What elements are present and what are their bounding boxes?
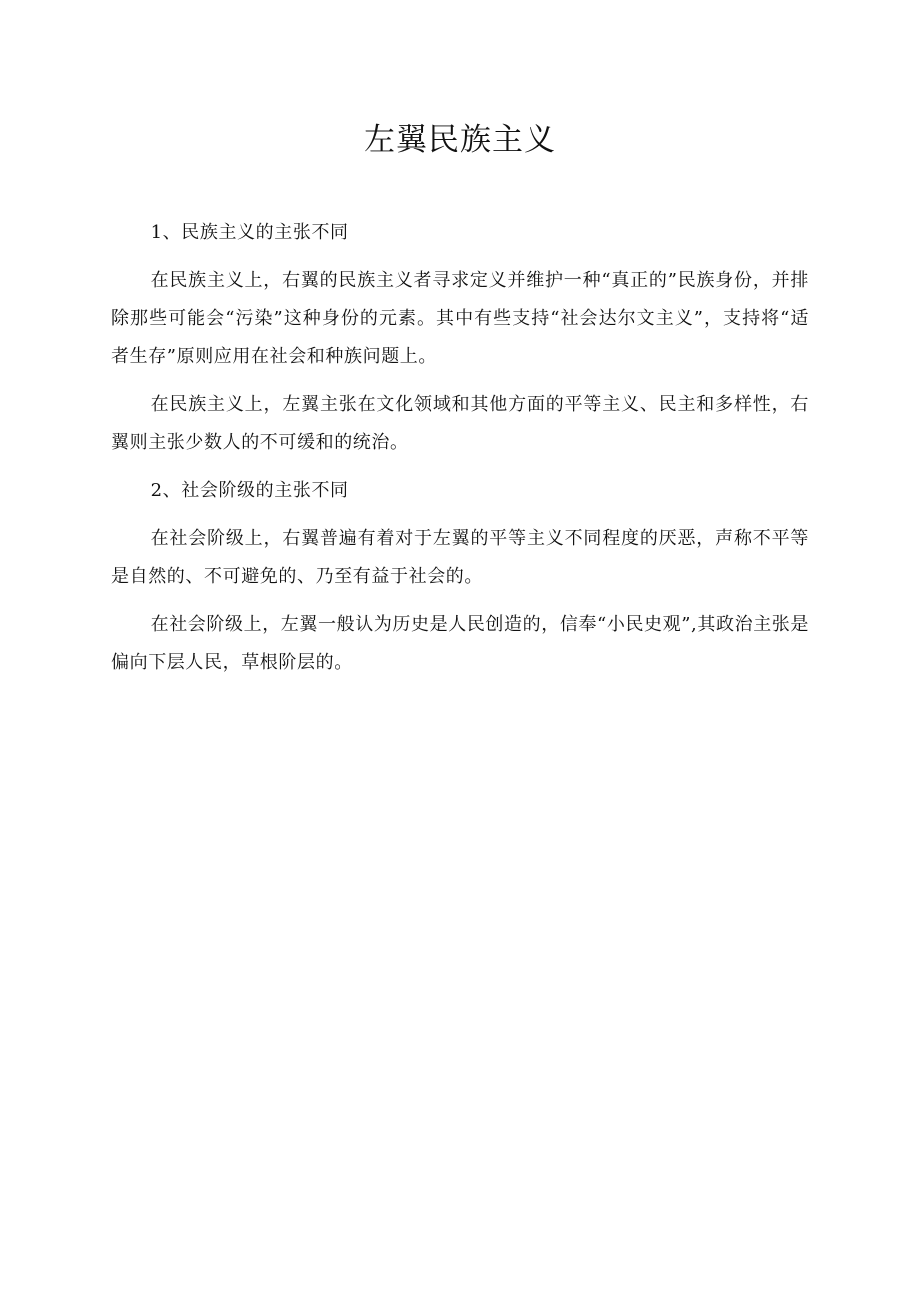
paragraph-3: 在社会阶级上，右翼普遍有着对于左翼的平等主义不同程度的厌恶，声称不平等是自然的、不可避免的、乃至有益于社会的。 (111, 528, 809, 587)
paragraph-4: 在社会阶级上，左翼一般认为历史是人民创造的，信奉“小民史观”,其政治主张是偏向下层人民，草根阶层的。 (111, 614, 809, 673)
document-title: 左翼民族主义 (364, 122, 556, 158)
section-heading-2: 2、社会阶级的主张不同 (150, 480, 349, 501)
paragraph-1: 在民族主义上，右翼的民族主义者寻求定义并维护一种“真正的”民族身份，并排除那些可能会“污染”这种身份的元素。其中有些支持“社会达尔文主义”，支持将“适者生存”原则应用在社会和种族问题上。 (111, 270, 809, 367)
document-body (111, 214, 809, 682)
section-heading-1: 1、民族主义的主张不同 (150, 222, 349, 243)
paragraph-2: 在民族主义上，左翼主张在文化领域和其他方面的平等主义、民主和多样性，右翼则主张少数人的不可缓和的统治。 (111, 394, 809, 453)
